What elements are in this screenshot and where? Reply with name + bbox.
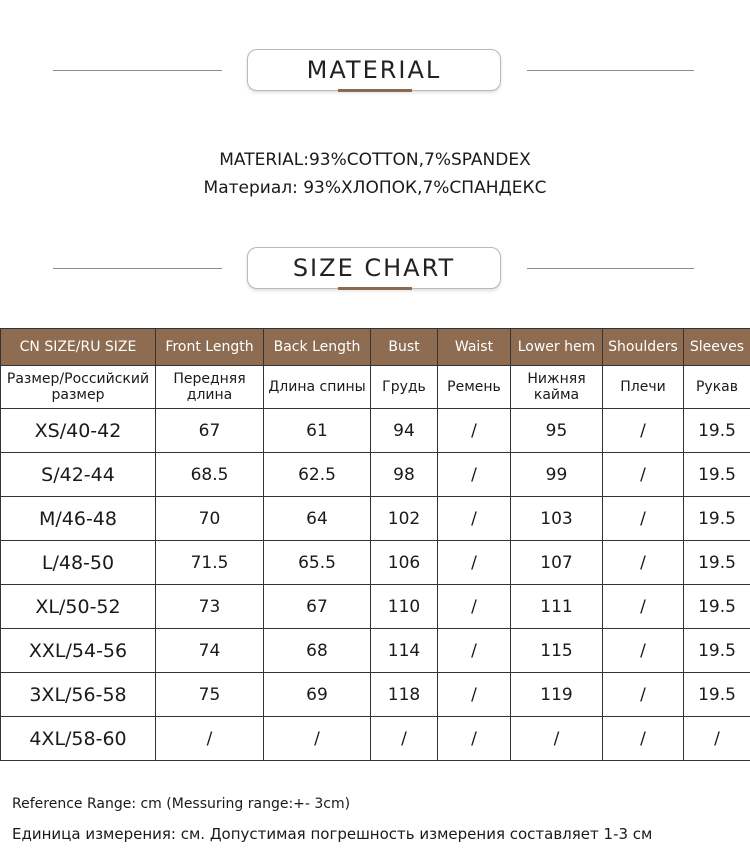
column-header-en: Shoulders (603, 329, 684, 366)
title-accent-bar (338, 287, 412, 290)
measurement-cell: / (438, 673, 511, 717)
header-row-en (1, 329, 750, 366)
title-accent-bar (338, 89, 412, 92)
measurement-cell: 99 (511, 453, 603, 497)
column-header-ru: Грудь (371, 366, 438, 409)
reference-range-ru: Единица измерения: см. Допустимая погрешность измерения составляет 1-3 см (12, 825, 653, 843)
measurement-cell: 19.5 (684, 409, 750, 453)
measurement-cell: / (603, 497, 684, 541)
table-row (1, 717, 750, 761)
table-row (1, 541, 750, 585)
measurement-cell: 74 (156, 629, 264, 673)
divider-line-left (53, 268, 222, 269)
measurement-cell: 19.5 (684, 673, 750, 717)
measurement-cell: / (438, 629, 511, 673)
divider-line-right (527, 268, 694, 269)
divider-line-right (527, 70, 694, 71)
table-row (1, 453, 750, 497)
table-row (1, 673, 750, 717)
measurement-cell: 65.5 (264, 541, 371, 585)
divider-line-left (53, 70, 222, 71)
measurement-cell: / (438, 717, 511, 761)
measurement-cell: / (371, 717, 438, 761)
header-row-ru (1, 366, 750, 409)
measurement-cell: / (438, 585, 511, 629)
measurement-cell: / (438, 497, 511, 541)
measurement-cell: 69 (264, 673, 371, 717)
size-cell: M/46-48 (1, 497, 156, 541)
material-composition-en: MATERIAL:93%COTTON,7%SPANDEX (219, 150, 531, 170)
measurement-cell: 61 (264, 409, 371, 453)
size-cell: XL/50-52 (1, 585, 156, 629)
column-header-en: Waist (438, 329, 511, 366)
measurement-cell: 103 (511, 497, 603, 541)
size-chart-table (0, 328, 750, 761)
measurement-cell: 94 (371, 409, 438, 453)
measurement-cell: 68 (264, 629, 371, 673)
measurement-cell: / (684, 717, 750, 761)
size-cell: L/48-50 (1, 541, 156, 585)
measurement-cell: 106 (371, 541, 438, 585)
measurement-cell: 70 (156, 497, 264, 541)
measurement-cell: 67 (264, 585, 371, 629)
measurement-cell: / (603, 717, 684, 761)
size-table-body (1, 409, 750, 761)
measurement-cell: / (438, 409, 511, 453)
measurement-cell: 102 (371, 497, 438, 541)
measurement-cell: 98 (371, 453, 438, 497)
column-header-ru: Рукав (684, 366, 750, 409)
column-header-en: CN SIZE/RU SIZE (1, 329, 156, 366)
size-cell: S/42-44 (1, 453, 156, 497)
table-row (1, 409, 750, 453)
size-chart-title: SIZE CHART (247, 247, 501, 289)
table-row (1, 497, 750, 541)
material-composition-ru: Материал: 93%ХЛОПОК,7%СПАНДЕКС (203, 178, 547, 198)
column-header-ru: Передняя длина (156, 366, 264, 409)
measurement-cell: 75 (156, 673, 264, 717)
measurement-cell: 64 (264, 497, 371, 541)
measurement-cell: 19.5 (684, 453, 750, 497)
reference-range-en: Reference Range: cm (Messuring range:+- 3cm) (12, 796, 351, 812)
measurement-cell: 115 (511, 629, 603, 673)
measurement-cell: 68.5 (156, 453, 264, 497)
measurement-cell: / (603, 629, 684, 673)
measurement-cell: / (603, 541, 684, 585)
measurement-cell: 62.5 (264, 453, 371, 497)
measurement-cell: / (603, 453, 684, 497)
measurement-cell: / (603, 673, 684, 717)
column-header-en: Lower hem (511, 329, 603, 366)
column-header-en: Front Length (156, 329, 264, 366)
measurement-cell: / (603, 409, 684, 453)
column-header-en: Back Length (264, 329, 371, 366)
measurement-cell: / (438, 541, 511, 585)
measurement-cell: 19.5 (684, 541, 750, 585)
column-header-en: Bust (371, 329, 438, 366)
measurement-cell: 19.5 (684, 497, 750, 541)
size-chart-section-header (0, 247, 750, 297)
column-header-ru: Длина спины (264, 366, 371, 409)
measurement-cell: 119 (511, 673, 603, 717)
measurement-cell: / (438, 453, 511, 497)
measurement-cell: / (264, 717, 371, 761)
measurement-cell: 111 (511, 585, 603, 629)
measurement-cell: 114 (371, 629, 438, 673)
measurement-cell: 95 (511, 409, 603, 453)
column-header-ru: Ремень (438, 366, 511, 409)
measurement-cell: / (511, 717, 603, 761)
measurement-cell: 118 (371, 673, 438, 717)
size-cell: 3XL/56-58 (1, 673, 156, 717)
material-title: MATERIAL (247, 49, 501, 91)
table-row (1, 585, 750, 629)
column-header-ru: Плечи (603, 366, 684, 409)
measurement-cell: 71.5 (156, 541, 264, 585)
measurement-cell: 19.5 (684, 629, 750, 673)
measurement-cell: 107 (511, 541, 603, 585)
column-header-ru: Размер/Российский размер (1, 366, 156, 409)
measurement-cell: 19.5 (684, 585, 750, 629)
size-cell: XS/40-42 (1, 409, 156, 453)
table-row (1, 629, 750, 673)
material-section-header (0, 49, 750, 99)
size-cell: 4XL/58-60 (1, 717, 156, 761)
measurement-cell: 73 (156, 585, 264, 629)
size-cell: XXL/54-56 (1, 629, 156, 673)
measurement-cell: 67 (156, 409, 264, 453)
column-header-ru: Нижняя кайма (511, 366, 603, 409)
measurement-cell: / (156, 717, 264, 761)
column-header-en: Sleeves (684, 329, 750, 366)
measurement-cell: 110 (371, 585, 438, 629)
measurement-cell: / (603, 585, 684, 629)
